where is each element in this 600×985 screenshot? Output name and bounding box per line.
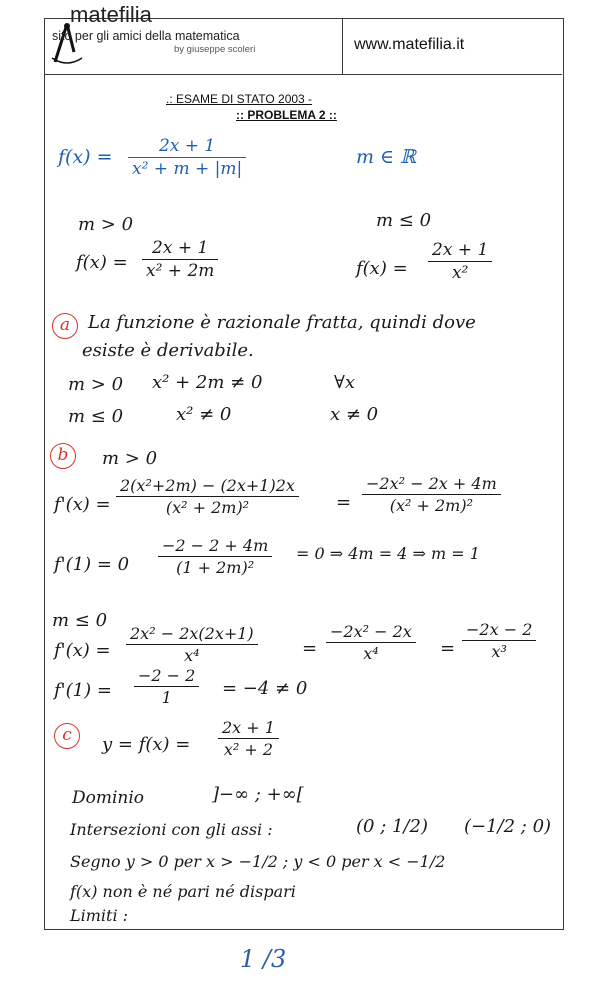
intersection-point-2: (−1/2 ; 0): [464, 816, 552, 837]
exam-title-text: .: ESAME DI STATO 2003 -: [166, 92, 313, 106]
part-b-f1-den: (1 + 2m)²: [176, 558, 255, 577]
logo-name: matefilia: [70, 2, 152, 27]
case-pos-num: 2x + 1: [152, 238, 209, 258]
case-neg-label: m ≤ 0: [376, 210, 432, 231]
part-a-r1-m: m > 0: [68, 374, 124, 395]
case-neg-lhs: f(x) =: [356, 258, 408, 279]
logo-subtitle: sito per gli amici della matematica: [52, 29, 240, 43]
part-b-f1b-fraction: [134, 666, 199, 707]
part-b-f1b-rest: = −4 ≠ 0: [222, 678, 308, 699]
page-number: 1 /3: [240, 945, 287, 973]
part-b-eq3: =: [440, 638, 456, 659]
dominio-value: ]−∞ ; +∞[: [212, 784, 304, 805]
part-a-r2-cond: x² ≠ 0: [176, 404, 232, 425]
part-c-y-fraction: [218, 718, 279, 759]
m-domain: m ∈ ℝ: [356, 146, 416, 168]
part-a-r1-cond: x² + 2m ≠ 0: [152, 372, 263, 393]
case-neg-fraction: [428, 240, 492, 283]
part-b-eq1: =: [336, 492, 352, 513]
dominio-label: Dominio: [72, 788, 145, 808]
site-url[interactable]: www.matefilia.it: [354, 36, 465, 53]
part-b-f1b-den: 1: [161, 688, 172, 707]
part-c-marker: c: [54, 723, 80, 749]
part-b-eq2: =: [302, 638, 318, 659]
part-b-d1-den: (x² + 2m)²: [165, 498, 250, 517]
intro-fraction: [128, 136, 246, 179]
part-b-d2-fraction2: [326, 622, 416, 663]
intersection-point-1: (0 ; 1/2): [356, 816, 428, 837]
part-b-d2-fraction3: [462, 620, 536, 661]
part-b-d2-den: x⁴: [184, 646, 200, 665]
part-a-r1-for: ∀x: [334, 372, 356, 393]
case-pos-fraction: [142, 238, 218, 281]
part-b-cond: m > 0: [102, 448, 158, 469]
sign-line: Segno y > 0 per x > −1/2 ; y < 0 per x < −1/2: [70, 852, 446, 871]
part-b-d2-num2: −2x² − 2x: [330, 622, 412, 641]
part-b-d1-num2: −2x² − 2x + 4m: [366, 474, 497, 493]
part-b-f1b-num: −2 − 2: [138, 666, 196, 685]
part-b-d2-den3: x³: [491, 642, 507, 661]
part-b-d1-fraction: [116, 476, 299, 517]
case-neg-num: 2x + 1: [432, 240, 489, 260]
part-b-d2-den2: x⁴: [363, 644, 379, 663]
part-b-marker: b: [50, 443, 76, 469]
logo-author: by giuseppe scoleri: [174, 44, 256, 55]
case-pos-lhs: f(x) =: [76, 252, 128, 273]
part-b-f1-fraction: [158, 536, 272, 577]
part-b-d2-fraction: [126, 624, 258, 665]
header-divider: [342, 18, 343, 74]
part-b-d1-num: 2(x²+2m) − (2x+1)2x: [120, 476, 295, 495]
part-b-f1-num: −2 − 2 + 4m: [162, 536, 269, 555]
part-c-y-num: 2x + 1: [222, 718, 275, 737]
part-b-d2-num: 2x² − 2x(2x+1): [130, 624, 254, 643]
case-pos-den: x² + 2m: [146, 261, 215, 281]
part-b-d1-fraction2: [362, 474, 501, 515]
part-b-f1b-lhs: f'(1) =: [54, 680, 112, 701]
part-b-f1-rest: = 0 ⇒ 4m = 4 ⇒ m = 1: [296, 544, 480, 563]
part-b-neg-label: m ≤ 0: [52, 610, 108, 631]
part-c-y-den: x² + 2: [223, 740, 274, 759]
limiti-label: Limiti :: [70, 906, 129, 925]
part-b-f1-lhs: f'(1) = 0: [54, 554, 130, 575]
part-a-marker: a: [52, 313, 78, 339]
case-pos-label: m > 0: [78, 214, 134, 235]
part-b-d2-lhs: f'(x) =: [54, 640, 111, 661]
intro-denominator: x² + m + |m|: [132, 159, 243, 179]
intro-numerator: 2x + 1: [158, 136, 216, 156]
problem-title-text: :: PROBLEMA 2 ::: [236, 108, 337, 122]
intro-f-lhs: f(x) =: [58, 146, 113, 168]
part-b-d1-den2: (x² + 2m)²: [389, 496, 473, 515]
part-c-y-lhs: y = f(x) =: [102, 734, 191, 755]
intersections-label: Intersezioni con gli assi :: [70, 820, 273, 839]
problem-title: [236, 108, 337, 122]
part-a-line2: esiste è derivabile.: [82, 340, 254, 361]
part-a-r2-m: m ≤ 0: [68, 406, 124, 427]
case-neg-den: x²: [451, 263, 469, 283]
exam-title: [166, 92, 312, 106]
parity-line: f(x) non è né pari né dispari: [70, 882, 296, 901]
part-b-d2-num3: −2x − 2: [466, 620, 533, 639]
part-a-r2-x: x ≠ 0: [330, 404, 379, 425]
part-b-d1-lhs: f'(x) =: [54, 494, 111, 515]
part-a-line1: La funzione è razionale fratta, quindi dove: [88, 312, 476, 333]
